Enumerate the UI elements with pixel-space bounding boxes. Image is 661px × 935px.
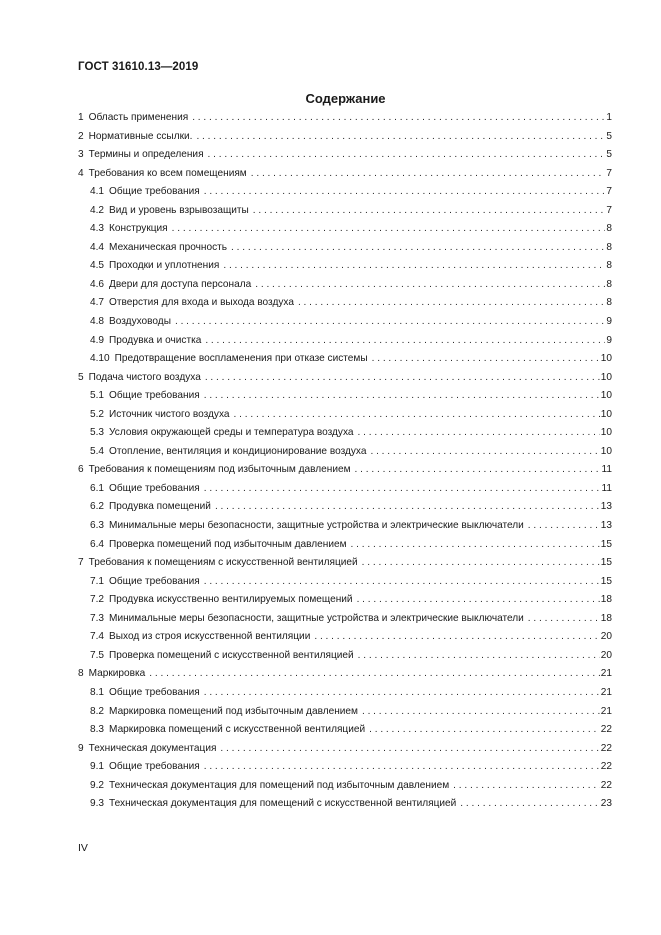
toc-dot-leader [149,665,599,684]
toc-entry-number: 9.2 [90,779,105,791]
toc-entry-title: Нормативные ссылки. [88,130,193,142]
toc-entry-title: Двери для доступа персонала [109,278,252,290]
toc-entry-title: Маркировка помещений с искусственной вентиляцией [109,724,366,736]
toc-entry-title: Общие требования [109,575,200,587]
toc-entry-number: 4.3 [90,223,105,235]
toc-entry-title: Область применения [88,112,189,123]
toc-entry-number: 4.10 [90,353,110,365]
toc-entry-page: 13 [600,501,612,513]
toc-entry[interactable] [78,795,612,814]
toc-entry-number: 5.3 [90,427,105,439]
toc-entry[interactable] [78,183,612,202]
toc-entry[interactable] [78,665,612,684]
toc-entry-number: 7.3 [90,612,105,624]
toc-entry-title: Продувка помещений [109,501,211,513]
toc-entry[interactable] [78,554,612,573]
toc-entry-title: Маркировка помещений под избыточным давлением [109,705,358,717]
toc-entry-page: 20 [600,649,612,661]
toc-entry-number: 3 [78,149,84,161]
toc-entry[interactable] [78,128,612,147]
toc-entry-title: Проверка помещений под избыточным давлением [109,538,347,550]
toc-entry-number: 4.2 [90,204,105,216]
toc-dot-leader [528,610,600,629]
toc-entry-page: 18 [600,594,612,606]
toc-entry-number: 4.4 [90,241,105,253]
toc-entry[interactable] [78,684,612,703]
toc-entry[interactable] [78,165,612,184]
toc-dot-leader [205,369,600,388]
toc-entry-title: Требования ко всем помещениям [88,167,247,179]
toc-entry-page: 7 [606,204,612,216]
toc-dot-leader [215,498,600,517]
toc-entry[interactable] [78,610,612,629]
toc-entry-page: 5 [606,130,612,142]
toc-title: Содержание [305,91,386,106]
toc-entry[interactable] [78,239,612,258]
toc-entry-title: Техническая документация [88,742,217,754]
toc-entry-title: Общие требования [109,390,200,402]
toc-dot-leader [204,183,606,202]
toc-entry-page: 11 [601,482,612,494]
toc-dot-leader [196,128,605,147]
toc-entry-title: Выход из строя искусственной вентиляции [109,631,311,643]
toc-entry[interactable] [78,536,612,555]
toc-entry[interactable] [78,443,612,462]
toc-entry-title: Механическая прочность [109,241,228,253]
toc-entry[interactable] [78,276,612,295]
toc-dot-leader [460,795,599,814]
toc-dot-leader [205,332,605,351]
toc-entry[interactable] [78,758,612,777]
toc-entry[interactable] [78,461,612,480]
toc-entry-page: 22 [600,724,612,736]
toc-entry[interactable] [78,591,612,610]
toc-dot-leader [370,443,599,462]
toc-entry-number: 5.4 [90,445,105,457]
toc-entry-number: 4.5 [90,260,105,272]
toc-entry[interactable] [78,777,612,796]
toc-dot-leader [369,721,600,740]
toc-dot-leader [372,350,600,369]
toc-entry-title: Продувка и очистка [109,334,202,346]
toc-entry-number: 1 [78,112,84,123]
toc-entry-page: 15 [600,575,612,587]
toc-entry-number: 6.4 [90,538,105,550]
toc-dot-leader [231,239,605,258]
toc-dot-leader [357,591,600,610]
toc-entry-title: Предотвращение воспламенения при отказе системы [114,353,368,365]
toc-entry[interactable] [78,202,612,221]
toc-entry-number: 4.6 [90,278,105,290]
toc-entry-page: 7 [606,186,612,198]
toc-entry-title: Отопление, вентиляция и кондиционирование воздуха [109,445,367,457]
toc-entry[interactable] [78,387,612,406]
toc-entry-number: 7 [78,557,84,569]
toc-entry[interactable] [78,146,612,165]
toc-entry[interactable] [78,517,612,536]
toc-dot-leader [528,517,600,536]
toc-entry-page: 1 [606,112,612,123]
toc-dot-leader [358,424,600,443]
toc-entry-number: 5 [78,371,84,383]
toc-entry-title: Маркировка [88,668,146,680]
toc-entry-page: 18 [600,612,612,624]
toc-entry-title: Общие требования [109,761,200,773]
toc-entry-number: 4.7 [90,297,105,309]
toc-entry[interactable] [78,628,612,647]
toc-entry-title: Общие требования [109,686,200,698]
toc-entry[interactable] [78,294,612,313]
toc-dot-leader [358,647,600,666]
toc-entry[interactable] [78,332,612,351]
toc-entry-page: 13 [600,520,612,532]
toc-entry-number: 4.9 [90,334,105,346]
toc-entry-number: 8.3 [90,724,105,736]
toc-entry-page: 10 [600,445,612,457]
toc-entry-title: Вид и уровень взрывозащиты [109,204,249,216]
toc-entry-title: Минимальные меры безопасности, защитные устройства и электрические выключатели [109,612,524,624]
toc-dot-leader [204,758,600,777]
toc-entry-number: 2 [78,130,84,142]
toc-entry-title: Условия окружающей среды и температура воздуха [109,427,354,439]
toc-entry-page: 8 [606,297,612,309]
toc-dot-leader [453,777,600,796]
toc-entry-title: Общие требования [109,482,200,494]
toc-entry-page: 21 [600,705,612,717]
toc-entry[interactable] [78,350,612,369]
toc-entry-title: Конструкция [109,223,168,235]
toc-entry-title: Общие требования [109,186,200,198]
toc-entry-page: 20 [600,631,612,643]
toc-entry-number: 7.5 [90,649,105,661]
toc-entry-page: 15 [600,557,612,569]
toc-entry-page: 9 [606,316,612,328]
toc-entry-page: 22 [600,742,612,754]
toc-entry-page: 9 [606,334,612,346]
toc-entry-page: 22 [600,761,612,773]
toc-entry-page: 15 [600,538,612,550]
toc-entry-page: 21 [600,686,612,698]
toc-entry-title: Воздуховоды [109,316,171,328]
toc-entry-title: Техническая документация для помещений под избыточным давлением [109,779,450,791]
toc-entry[interactable] [78,313,612,332]
toc-entry-number: 9 [78,742,84,754]
toc-dot-leader [362,554,600,573]
toc-dot-leader [314,628,599,647]
toc-entry[interactable] [78,369,612,388]
toc-dot-leader [355,461,601,480]
toc-entry-number: 4 [78,167,84,179]
toc-entry-title: Требования к помещениям под избыточным давлением [88,464,351,476]
document-header: ГОСТ 31610.13—2019 [78,61,199,73]
toc-entry-page: 10 [600,408,612,420]
toc-entry-title: Подача чистого воздуха [88,371,201,383]
toc-dot-leader [208,146,606,165]
toc-entry-number: 7.2 [90,594,105,606]
toc-entry-page: 8 [606,241,612,253]
toc-entry-page: 23 [600,798,612,810]
toc-entry[interactable] [78,740,612,759]
toc-entry[interactable] [78,480,612,499]
toc-entry-number: 9.3 [90,798,105,810]
toc-entry[interactable] [78,703,612,722]
toc-entry-page: 5 [606,149,612,161]
toc-entry[interactable] [78,220,612,239]
toc-dot-leader [251,165,606,184]
toc-entry-number: 7.1 [90,575,105,587]
toc-dot-leader [175,313,605,332]
toc-entry-title: Требования к помещениям с искусственной вентиляцией [88,557,358,569]
toc-entry-number: 4.8 [90,316,105,328]
toc-dot-leader [298,294,605,313]
toc-dot-leader [255,276,605,295]
toc-entry-number: 5.2 [90,408,105,420]
toc-dot-leader [253,202,606,221]
toc-entry[interactable] [78,257,612,276]
toc-entry-title: Техническая документация для помещений с искусственной вентиляцией [109,798,457,810]
toc-entry-page: 11 [601,464,612,476]
toc-entry[interactable] [78,424,612,443]
toc-dot-leader [234,406,600,425]
toc-entry-page: 10 [600,353,612,365]
toc-dot-leader [362,703,600,722]
toc-entry-number: 6 [78,464,84,476]
toc-entry[interactable] [78,647,612,666]
toc-entry[interactable] [78,573,612,592]
toc-entry-number: 5.1 [90,390,105,402]
toc-dot-leader [351,536,600,555]
toc-entry-number: 4.1 [90,186,105,198]
toc-entry-title: Отверстия для входа и выхода воздуха [109,297,294,309]
toc-entry-number: 6.2 [90,501,105,513]
toc-entry-page: 8 [606,260,612,272]
toc-entry-title: Проверка помещений с искусственной вентиляцией [109,649,354,661]
toc-dot-leader [192,109,605,128]
toc-entry-page: 7 [606,167,612,179]
toc-entry[interactable] [78,109,612,128]
toc-dot-leader [172,220,606,239]
toc-entry-page: 21 [600,668,612,680]
toc-entry-number: 8.2 [90,705,105,717]
toc-entry-page: 10 [600,390,612,402]
table-of-contents [78,109,612,814]
toc-entry-page: 8 [606,223,612,235]
toc-entry-number: 8.1 [90,686,105,698]
toc-entry[interactable] [78,498,612,517]
toc-entry-page: 10 [600,371,612,383]
toc-entry-page: 8 [606,278,612,290]
toc-entry-title: Минимальные меры безопасности, защитные устройства и электрические выключатели [109,520,524,532]
toc-dot-leader [204,573,600,592]
toc-entry-title: Продувка искусственно вентилируемых помещений [109,594,353,606]
toc-entry[interactable] [78,721,612,740]
toc-entry-page: 10 [600,427,612,439]
toc-dot-leader [204,480,601,499]
toc-entry-number: 7.4 [90,631,105,643]
toc-entry-number: 6.3 [90,520,105,532]
toc-entry-number: 8 [78,668,84,680]
toc-entry-title: Термины и определения [88,149,204,161]
toc-dot-leader [204,387,600,406]
toc-entry-number: 6.1 [90,482,105,494]
toc-dot-leader [223,257,605,276]
toc-dot-leader [204,684,600,703]
toc-entry-title: Источник чистого воздуха [109,408,230,420]
page-number: IV [78,842,88,854]
toc-entry-title: Проходки и уплотнения [109,260,220,272]
toc-entry-number: 9.1 [90,761,105,773]
toc-entry-page: 22 [600,779,612,791]
toc-entry[interactable] [78,406,612,425]
toc-dot-leader [220,740,599,759]
